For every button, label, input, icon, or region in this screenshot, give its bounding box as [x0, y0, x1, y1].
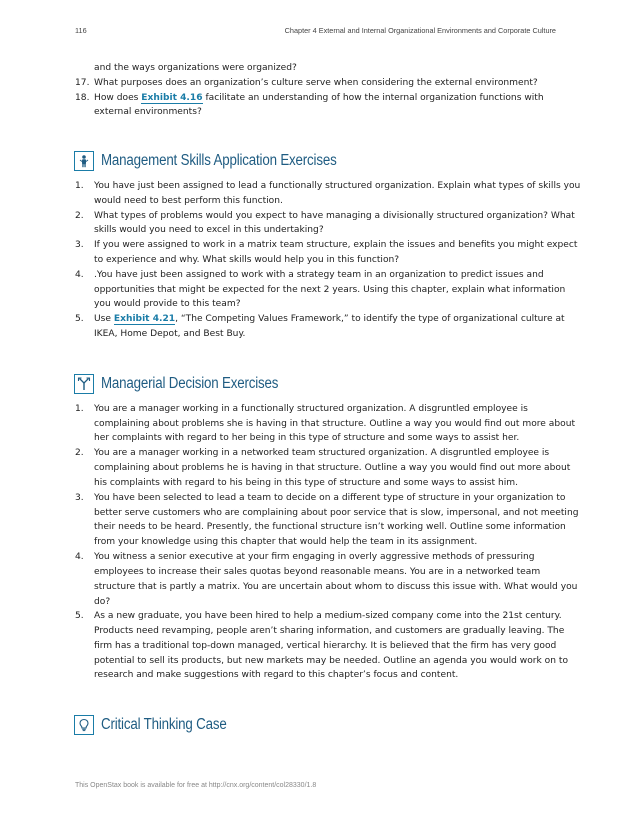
exercise-text: research and make suggestions with regard to this chapter’s focus and content.: [94, 670, 459, 680]
exercise-text: Products need revamping, people aren’t sharing information, and customers are gradually leaving. The: [94, 626, 565, 636]
exercise-text: would need to best perform this function.: [94, 196, 283, 206]
page-number: 116: [75, 26, 87, 35]
section-title: Managerial Decision Exercises: [101, 375, 279, 392]
page-footer: This OpenStax book is available for free at http://cnx.org/content/col28330/1.8: [75, 782, 317, 789]
exercise-number: 3.: [75, 493, 84, 503]
exercise-number: 2.: [75, 211, 84, 221]
exercise-number: 4.: [75, 270, 84, 280]
exhibit-link[interactable]: Exhibit 4.16: [141, 93, 203, 103]
exercise-text: do?: [94, 597, 111, 607]
exercise-text: complaining about problems he is having in that structure. Outline a way you would find out more about: [94, 463, 571, 473]
exercise-text: What types of problems would you expect to have managing a divisionally structured organization? What: [94, 211, 575, 221]
exercise-text: skills would you need to excel in this undertaking?: [94, 225, 324, 235]
exercise-text: complaining about problems she is having in that structure. Outline a way you would find out more about: [94, 419, 576, 429]
exhibit-link[interactable]: Exhibit 4.21: [113, 314, 176, 324]
exercise-text: As a new graduate, you have been hired to help a medium-sized company come into the 21st century.: [94, 611, 562, 621]
exercise-number: 2.: [75, 448, 84, 458]
exercise-text: You are a manager working in a functionally structured organization. A disgruntled employee is: [94, 404, 528, 414]
exercise-number: 3.: [75, 240, 84, 250]
exercise-number: 4.: [75, 552, 84, 562]
exercise-text: firm has a traditional top-down managed, vertical hierarchy. It is believed that the firm has very good: [94, 641, 557, 651]
exercise-text: opportunities that might be expected for the next 2 years. Using this chapter, explain what information: [94, 285, 566, 295]
question-number: 18.: [75, 93, 90, 103]
section-title: Critical Thinking Case: [101, 716, 227, 733]
question-text: external environments?: [94, 107, 202, 117]
exercise-text: If you were assigned to work in a matrix team structure, explain the issues and benefits you might expect: [94, 240, 578, 250]
question-text: What purposes does an organization’s culture serve when considering the external environment?: [94, 78, 538, 88]
question-number: 17.: [75, 78, 90, 88]
exercise-text: from your knowledge using this chapter that would help the team in its assignment.: [94, 537, 478, 547]
exercise-text: .You have just been assigned to work with a strategy team in an organization to predict issues and: [94, 270, 544, 280]
exercise-number: 1.: [75, 404, 84, 414]
exercise-text: her complaints with regard to her being in this type of structure and some ways to assist her.: [94, 433, 520, 443]
exercise-text: you would provide to this team?: [94, 299, 241, 309]
exercise-text: potential to sell its products, but new markets may be needed. Outline an agenda you would work on to: [94, 656, 569, 666]
exercise-text: You are a manager working in a networked team structured organization. A disgruntled employee is: [94, 448, 550, 458]
exercise-text: You have just been assigned to lead a functionally structured organization. Explain what types of skills you: [94, 181, 581, 191]
exercise-text: IKEA, Home Depot, and Best Buy.: [94, 329, 246, 339]
exercise-text: to experience and why. What skills would help you in this function?: [94, 255, 400, 265]
exercise-text: Use Exhibit 4.21, “The Competing Values Framework,” to identify the type of organizational culture at: [94, 314, 565, 324]
section-title: Management Skills Application Exercises: [101, 152, 337, 169]
exercise-text: You have been selected to lead a team to decide on a different type of structure in your organization to: [94, 493, 566, 503]
exercise-text: structure that is partly a matrix. You are uncertain about whom to discuss this issue with. What would you: [94, 582, 578, 592]
exercise-text: their needs to be heard. Presently, the functional structure isn’t working well. Outline some information: [94, 522, 566, 532]
exercise-text: employees to increase their sales quotas beyond reasonable means. You are in a networked team: [94, 567, 541, 577]
exercise-number: 5.: [75, 611, 84, 621]
section-heading-managerial-decision: [74, 374, 474, 398]
decision-arrows-icon: [74, 374, 94, 394]
exercise-text: better serve customers who are complaining about poor service that is slow, impersonal, and not meeting: [94, 508, 579, 518]
question-text: How does Exhibit 4.16 facilitate an understanding of how the internal organization functions with: [94, 93, 544, 103]
question-continuation: and the ways organizations were organized?: [94, 63, 297, 73]
running-head: Chapter 4 External and Internal Organizational Environments and Corporate Culture: [284, 26, 556, 35]
exercise-text: You witness a senior executive at your firm engaging in overly aggressive methods of pressuring: [94, 552, 535, 562]
person-presenting-icon: [74, 151, 94, 171]
exercise-number: 1.: [75, 181, 84, 191]
page-header: [75, 26, 556, 38]
section-heading-management-skills: [74, 151, 474, 175]
section-heading-critical-thinking: [74, 715, 474, 739]
exercise-text: his complaints with regard to his being in this type of structure and some ways to assist him.: [94, 478, 519, 488]
exercise-number: 5.: [75, 314, 84, 324]
lightbulb-icon: [74, 715, 94, 735]
